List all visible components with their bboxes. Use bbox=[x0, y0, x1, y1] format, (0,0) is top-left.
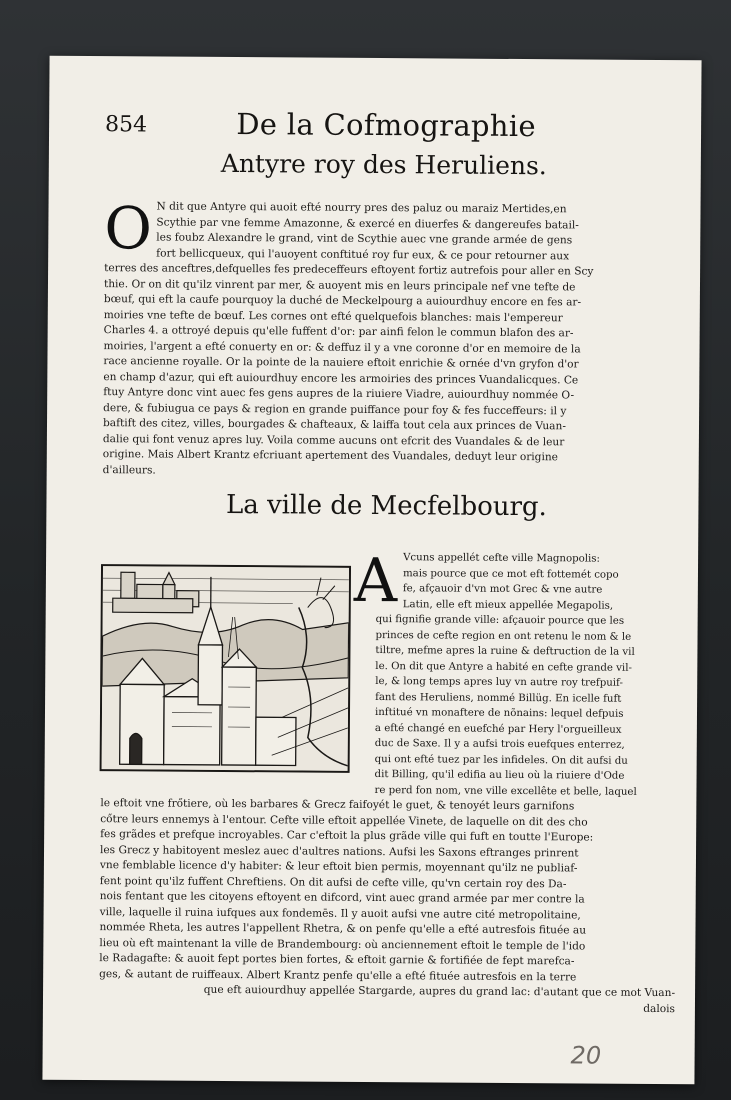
text-line: dit Billing, qu'il edifia au lieu où la riuiere d'Ode bbox=[374, 769, 625, 782]
text-line: race ancienne royalle. Or la pointe de la nauiere eftoit enrichie & ornée d'vn gryfon d'or bbox=[103, 355, 579, 371]
pencil-annotation: 20 bbox=[570, 1041, 602, 1070]
text-line: fant des Heruliens, nommé Billüg. En icelle fuft bbox=[375, 691, 622, 705]
drop-cap-o: O bbox=[104, 194, 153, 263]
text-line: a efté changé en euefché par Hery l'orgueilleux bbox=[374, 722, 622, 736]
text-line: nois fentant que les citoyens eftoyent en difcord, vint auec grand armée par mer contre la bbox=[99, 890, 585, 906]
book-page bbox=[42, 56, 701, 1085]
text-line: baftift des citez, villes, bourgades & chafteaux, & laiffa tout cela aux princes de Vuan- bbox=[102, 417, 566, 433]
text-line: nommée Rheta, les autres l'appellent Rhetra, & on penfe qu'elle a efté autresfois fituée au bbox=[99, 921, 587, 937]
text-line: fes grãdes et prefque incroyables. Car c'eftoit la plus grãde ville qui fuft en toutte l'Europe: bbox=[100, 828, 594, 844]
text-line: tiltre, mefme apres la ruine & deftruction de la vil bbox=[375, 645, 635, 658]
text-line: Latin, elle eft mieux appellée Megapolis, bbox=[402, 598, 614, 612]
text-line: Vcuns appellét cefte ville Magnopolis: bbox=[403, 552, 601, 565]
text-line: ges, & autant de ruiffeaux. Albert Krantz penfe qu'elle a efté fituée autresfois en la terre bbox=[99, 967, 577, 983]
intro-paragraph bbox=[102, 194, 690, 482]
text-line: terres des anceftres,defquelles fes predeceffeurs eftoyent fortiz autrefois pour aller en Scy bbox=[104, 262, 594, 278]
text-line: les Grecz y habitoyent meslez auec d'aultres nations. Aufsi les Saxons eftranges prinrent bbox=[99, 843, 579, 859]
city-side-column bbox=[374, 550, 656, 800]
text-line: le eftoit vne frőtiere, où les barbares & Grecz faifoyét le guet, & tenoyét leurs garnifons bbox=[100, 797, 575, 813]
text-line: le, & long temps apres luy vn autre roy trefpuif- bbox=[375, 676, 623, 689]
woodcut-illustration bbox=[100, 564, 351, 773]
text-line: vne femblable licence d'y habiter: & leur eftoit bien permis, moyennant qu'ilz ne publiaf- bbox=[99, 859, 578, 875]
city-title: La ville de Mecfelbourg. bbox=[225, 489, 547, 523]
text-line: en champ d'azur, qui eft auiourdhuy encore les armoiries des princes Vuandalicques. Ce bbox=[103, 370, 579, 386]
text-line: origine. Mais Albert Krantz efcriuant apertement des Vuandales, deduyt leur origine bbox=[102, 448, 558, 464]
text-line: moiries, l'argent a efté conuerty en or: & deffuz il y a vne coronne d'or en memoire de la bbox=[103, 339, 581, 355]
text-line: princes de cefte region en ont retenu le nom & le bbox=[375, 629, 632, 643]
text-line: que eft auiourdhuy appellée Stargarde, aupres du grand lac: d'autant que ce mot Vuan- bbox=[203, 983, 676, 1000]
text-line: le. On dit que Antyre a habité en cefte grande vil- bbox=[375, 660, 632, 674]
text-line: lieu où eft maintenant la ville de Brandembourg: où anciennement eftoit le temple de l'ido bbox=[99, 936, 586, 952]
text-line: dalois bbox=[643, 1002, 675, 1015]
text-line: fe, afçauoir d'vn mot Grec & vne autre bbox=[402, 583, 603, 596]
text-line: N dit que Antyre qui auoit efté nourry pres des paluz ou maraiz Mertides,en bbox=[156, 200, 567, 216]
text-line: mais pource que ce mot eft fottemét copo bbox=[402, 567, 619, 581]
text-line: ville, laquelle il ruina iufques aux fondemēs. Il y auoit aufsi vne autre cité metropolitaine, bbox=[99, 905, 581, 921]
text-line: duc de Saxe. Il y a aufsi trois euefques enterrez, bbox=[374, 738, 625, 751]
text-line: ftuy Antyre donc vint auec fes gens aupres de la riuiere Viadre, auiourdhuy nommée O- bbox=[103, 386, 575, 402]
running-head: De la Cofmographie bbox=[236, 107, 537, 144]
text-line: dalie qui font venuz apres luy. Voila comme aucuns ont efcrit des Vuandales & de leur bbox=[102, 432, 565, 448]
text-line: Charles 4. a ottroyé depuis qu'elle fuffent d'or: par ainfi felon le commun blafon des ar- bbox=[103, 324, 574, 340]
page-number: 854 bbox=[105, 112, 148, 138]
text-line: les foubz Alexandre le grand, vint de Scythie auec vne grande armée de gens bbox=[156, 231, 573, 247]
text-line: cőtre leurs ennemys à l'entour. Cefte ville eftoit appellée Vinete, de laquelle on dit des cho bbox=[100, 812, 588, 829]
text-line: fent point qu'ilz fuffent Chreftiens. On dit aufsi de cefte ville, qu'vn certain roy des Da- bbox=[99, 874, 567, 890]
text-line: fort bellicqueux, qui l'auoyent conftitué roy fur eux, & ce pour retourner aux bbox=[156, 246, 570, 262]
text-line: qui ont efté tuez par les infideles. On dit aufsi du bbox=[374, 753, 628, 767]
text-line: qui fignifie grande ville: afçauoir pource que les bbox=[375, 614, 625, 627]
text-line: inftitué vn monaftere de nõnains: lequel defpuis bbox=[374, 707, 624, 720]
text-line: dere, & fubiugua ce pays & region en grande puiffance pour foy & fes fucceffeurs: il y bbox=[103, 401, 567, 417]
text-line: d'ailleurs. bbox=[102, 463, 156, 476]
text-line: thie. Or on dit qu'ilz vinrent par mer, & auoyent mis en leurs principale nef vne tefte de bbox=[103, 277, 576, 293]
text-line: bœuf, qui eft la caufe pourquoy la duché de Meckelpourg a auiourdhuy encore en fes ar- bbox=[103, 293, 582, 309]
text-line: moiries vne tefte de bœuf. Les cornes ont efté quelquefois blanches: mais l'empereur bbox=[103, 308, 563, 324]
text-line: le Radagafte: & auoit fept portes bien fortes, & eftoit garnie & fortifiée de fept marefca- bbox=[99, 952, 575, 968]
text-line: re perd fon nom, vne ville excellête et belle, laquel bbox=[374, 784, 637, 798]
section-title: Antyre roy des Heruliens. bbox=[220, 148, 547, 181]
city-full-width-text bbox=[99, 796, 687, 1017]
text-line: Scythie par vne femme Amazonne, & exercé en diuerfes & dangereufes batail- bbox=[156, 215, 579, 231]
drop-cap-a: A bbox=[353, 545, 398, 617]
